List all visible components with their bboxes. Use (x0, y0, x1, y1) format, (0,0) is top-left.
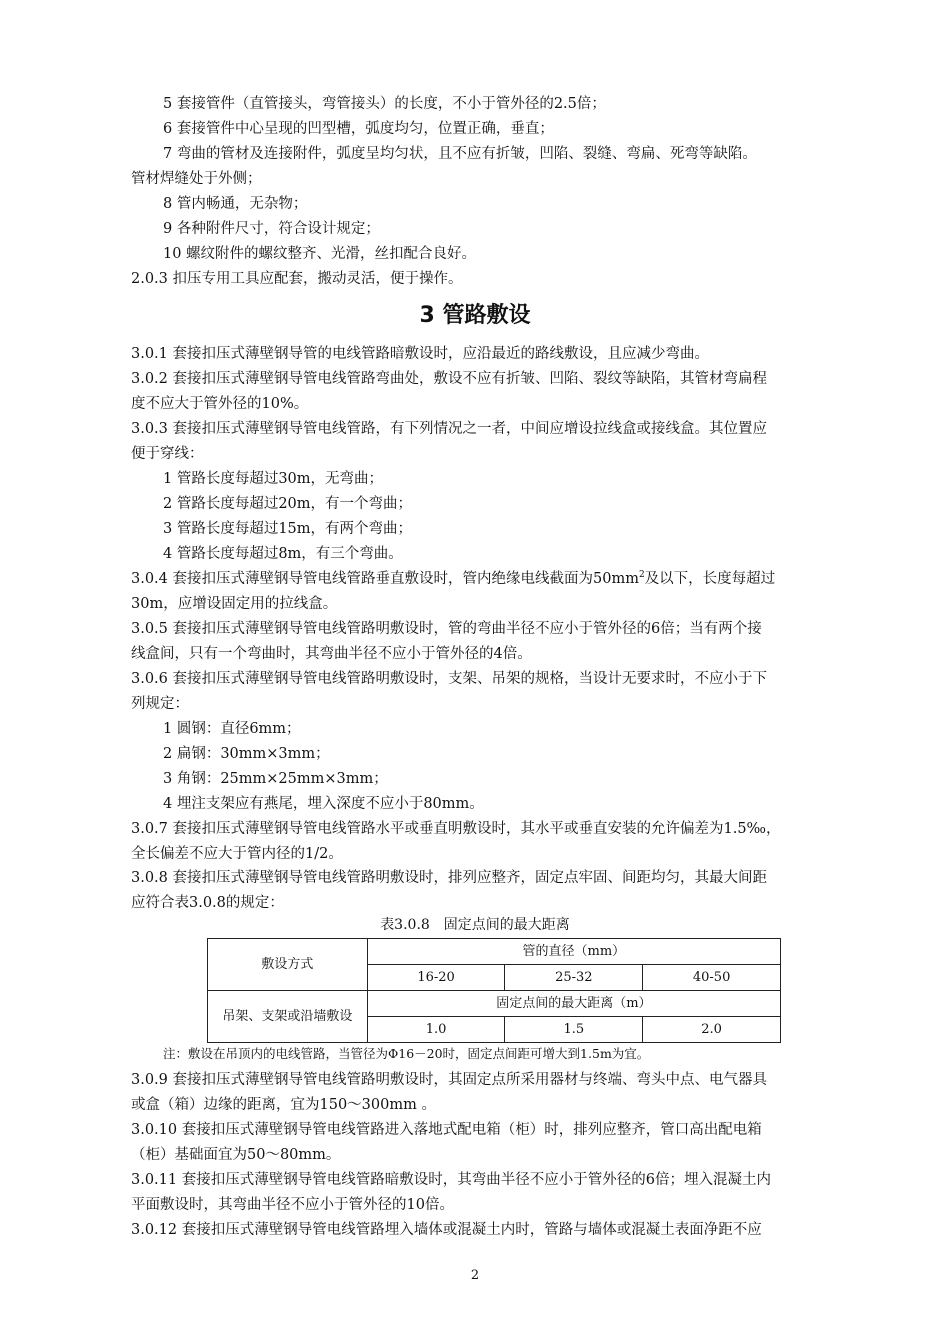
page-number: 2 (470, 1268, 480, 1283)
clause-3-0-6-cont: 列规定： (131, 696, 189, 712)
clause-3-0-10-cont: （柜）基础面宜为50～80mm。 (131, 1147, 341, 1163)
clause-3-0-11-cont: 平面敷设时，其弯曲半径不应小于管外径的10倍。 (131, 1197, 454, 1213)
list-item: 2 扁钢：30mm×3mm； (163, 746, 330, 762)
clause-3-0-9-cont: 或盒（箱）边缘的距离，宜为150～300mm 。 (131, 1097, 436, 1113)
clause-3-0-4-text: 3.0.4 套接扣压式薄壁钢导管电线管路垂直敷设时，管内绝缘电线截面为50mm (131, 571, 639, 587)
clause-3-0-3: 3.0.3 套接扣压式薄壁钢导管电线管路，有下列情况之一者，中间应增设拉线盒或接线盒。其位置应 (131, 421, 767, 437)
clause-3-0-2: 3.0.2 套接扣压式薄壁钢导管电线管路弯曲处，敷设不应有折皱、凹陷、裂纹等缺陷，其管材弯扁程 (131, 371, 767, 387)
clause-3-0-3-cont: 便于穿线： (131, 446, 204, 462)
table-cell-distance: 1.0 (367, 1017, 505, 1043)
table-note: 注：敷设在吊顶内的电线管路，当管径为Φ16－20时，固定点间距可增大到1.5m为宜。 (163, 1046, 650, 1061)
clause-3-0-2-cont: 度不应大于管外径的10%。 (131, 396, 309, 412)
clause-3-0-4 (131, 567, 861, 592)
clause-3-0-7: 3.0.7 套接扣压式薄壁钢导管电线管路水平或垂直明敷设时，其水平或垂直安装的允许偏差为1.5‰， (131, 821, 781, 837)
table-cell-method-header: 敷设方式 (208, 939, 368, 991)
list-item: 1 圆钢：直径6mm； (163, 721, 301, 737)
table-cell-diameter: 16-20 (367, 965, 505, 991)
table-row (208, 939, 781, 965)
section-title: 3 管路敷设 (419, 303, 531, 328)
table-cell-diameter: 25-32 (505, 965, 643, 991)
clause-2-0-3: 2.0.3 扣压专用工具应配套，搬动灵活，便于操作。 (131, 271, 463, 287)
clause-3-0-5: 3.0.5 套接扣压式薄壁钢导管电线管路明敷设时，管的弯曲半径不应小于管外径的6倍；当有两个接 (131, 621, 762, 637)
clause-3-0-4-text-end: 及以下，长度每超过 (644, 571, 776, 587)
table-cell-diameter-header: 管的直径（mm） (367, 939, 780, 965)
spacing-table (207, 938, 781, 1043)
clause-3-0-8-cont: 应符合表3.0.8的规定： (131, 895, 284, 911)
clause-3-0-11: 3.0.11 套接扣压式薄壁钢导管电线管路暗敷设时，其弯曲半径不应小于管外径的6倍；埋入混凝土内 (131, 1172, 771, 1188)
list-item: 8 管内畅通，无杂物； (163, 196, 308, 212)
clause-3-0-6: 3.0.6 套接扣压式薄壁钢导管电线管路明敷设时，支架、吊架的规格，当设计无要求时，不应小于下 (131, 671, 767, 687)
list-item: 10 螺纹附件的螺纹整齐、光滑，丝扣配合良好。 (163, 246, 477, 262)
table-cell-distance: 2.0 (643, 1017, 781, 1043)
list-item: 3 管路长度每超过15m，有两个弯曲； (163, 521, 413, 537)
table-cell-diameter: 40-50 (643, 965, 781, 991)
clause-3-0-9: 3.0.9 套接扣压式薄壁钢导管电线管路明敷设时，其固定点所采用器材与终端、弯头中点、电气器具 (131, 1072, 767, 1088)
clause-3-0-8: 3.0.8 套接扣压式薄壁钢导管电线管路明敷设时，排列应整齐，固定点牢固、间距均匀，其最大间距 (131, 870, 767, 886)
clause-3-0-4-cont: 30m，应增设固定用的拉线盒。 (131, 596, 338, 612)
clause-3-0-12: 3.0.12 套接扣压式薄壁钢导管电线管路埋入墙体或混凝土内时，管路与墙体或混凝土表面净距不应 (131, 1222, 762, 1238)
list-item: 3 角钢：25mm×25mm×3mm； (163, 771, 388, 787)
clause-3-0-5-cont: 线盒间，只有一个弯曲时，其弯曲半径不应小于管外径的4倍。 (131, 646, 532, 662)
table-cell-method: 吊架、支架或沿墙敷设 (208, 991, 368, 1043)
list-item: 1 管路长度每超过30m，无弯曲； (163, 471, 384, 487)
list-item: 4 埋注支架应有燕尾，埋入深度不应小于80mm。 (163, 796, 484, 812)
list-item: 6 套接管件中心呈现的凹型槽，弧度均匀，位置正确，垂直； (163, 121, 554, 137)
list-item: 2 管路长度每超过20m，有一个弯曲； (163, 496, 413, 512)
list-item-continuation: 管材焊缝处于外侧； (131, 171, 262, 187)
clause-3-0-1: 3.0.1 套接扣压式薄壁钢导管的电线管路暗敷设时，应沿最近的路线敷设，且应减少弯曲。 (131, 346, 709, 362)
list-item: 9 各种附件尺寸，符合设计规定； (163, 221, 380, 237)
clause-3-0-10: 3.0.10 套接扣压式薄壁钢导管电线管路进入落地式配电箱（柜）时，排列应整齐，管口高出配电箱 (131, 1122, 762, 1138)
table-cell-distance-header: 固定点间的最大距离（m） (367, 991, 780, 1017)
clause-3-0-7-cont: 全长偏差不应大于管内径的1/2。 (131, 846, 343, 862)
list-item: 5 套接管件（直管接头，弯管接头）的长度，不小于管外径的2.5倍； (163, 96, 606, 112)
table-cell-distance: 1.5 (505, 1017, 643, 1043)
list-item: 4 管路长度每超过8m，有三个弯曲。 (163, 546, 403, 562)
superscript-2: 2 (638, 570, 645, 581)
table-caption: 表3.0.8 固定点间的最大距离 (380, 917, 570, 933)
list-item: 7 弯曲的管材及连接附件，弧度呈均匀状，且不应有折皱，凹陷、裂缝、弯扁、死弯等缺陷。 (163, 146, 757, 162)
table-row (208, 991, 781, 1017)
